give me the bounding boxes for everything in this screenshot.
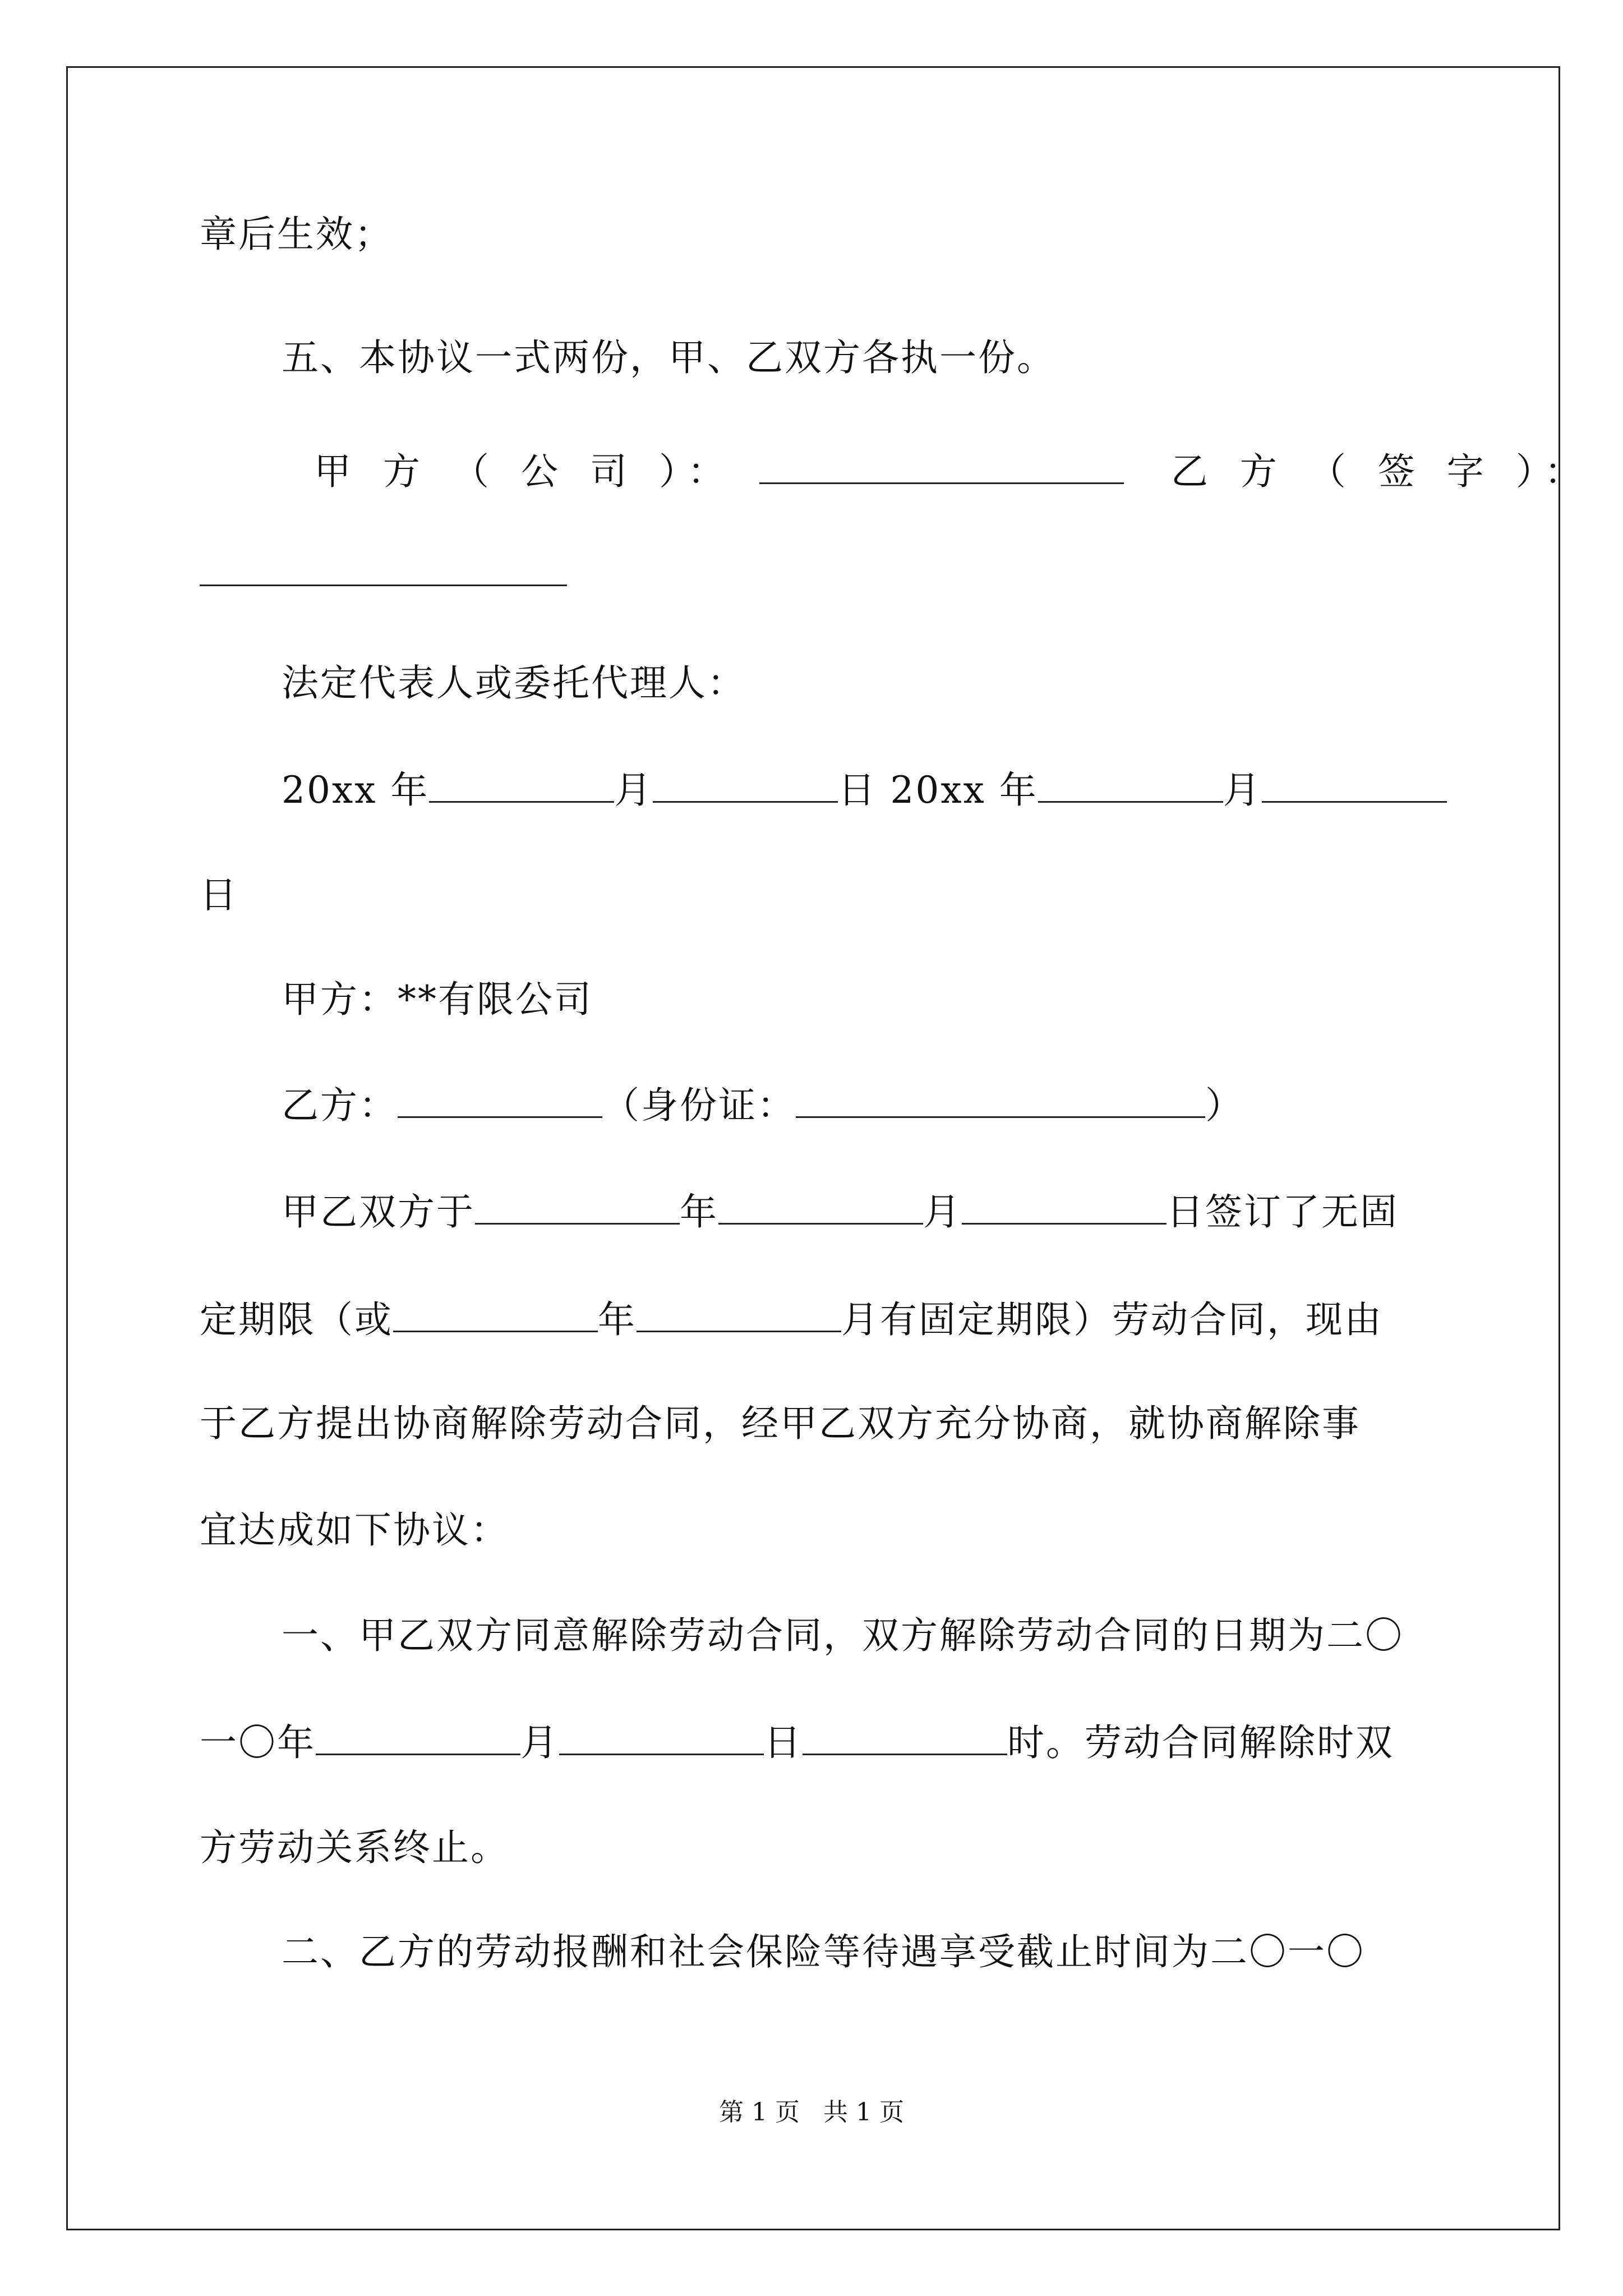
text: 方劳动关系终止。 (200, 1826, 509, 1869)
text: 日签订了无固 (1166, 1190, 1399, 1234)
text: 定期限（或 (200, 1298, 393, 1341)
page-footer (0, 2097, 1623, 2128)
blank-term-month (637, 1296, 841, 1332)
text: 一〇年 (200, 1721, 316, 1764)
blank-end-day (559, 1719, 764, 1755)
blank-day-b (1262, 766, 1447, 803)
text: 月 (614, 769, 653, 812)
text: 乙方： (282, 1084, 398, 1127)
text: 法定代表人或委托代理人： (282, 661, 746, 705)
representative-line (282, 661, 746, 706)
blank-term-year (393, 1296, 598, 1332)
body-line (200, 1401, 1361, 1446)
blank-party-a (759, 448, 1124, 484)
text-line (200, 873, 238, 918)
blank-sign-month (718, 1188, 923, 1225)
page-border (66, 66, 1560, 2230)
clause-five (282, 335, 1055, 380)
blank-party-b (200, 550, 567, 586)
text: 年 (598, 1298, 637, 1341)
blank-month-a (429, 766, 614, 803)
body-line (282, 1188, 1399, 1233)
text-line (200, 212, 393, 257)
label-party-b-signature: 乙 方 （ 签 字 ）： (1170, 450, 1592, 493)
text: 五、本协议一式两份，甲、乙双方各执一份。 (282, 336, 1055, 379)
blank-day-a (653, 766, 838, 803)
date-line (282, 766, 1447, 811)
text: ） (1205, 1084, 1244, 1127)
text: 宜达成如下协议： (200, 1508, 509, 1552)
text: 日 (200, 873, 238, 917)
blank-id-number (796, 1082, 1205, 1118)
text: 年 (680, 1190, 718, 1234)
text: 日 (764, 1721, 803, 1764)
blank-month-b (1038, 766, 1223, 803)
text: 甲方：**有限公司 (282, 978, 593, 1021)
label-party-a-company: 甲 方 （ 公 司 ）： (314, 450, 735, 493)
body-line (200, 1296, 1383, 1341)
clause-two (282, 1930, 1365, 1975)
page-total: 共 1 页 (823, 2098, 904, 2127)
text: 月有固定期限）劳动合同，现由 (841, 1298, 1383, 1341)
body-line (200, 1825, 509, 1870)
text: 月 (1223, 769, 1262, 812)
clause-one (282, 1613, 1404, 1658)
text: 日 20xx 年 (838, 769, 1038, 812)
text: 于乙方提出协商解除劳动合同，经甲乙双方充分协商，就协商解除事 (200, 1402, 1361, 1445)
text: 一、甲乙双方同意解除劳动合同，双方解除劳动合同的日期为二〇 (282, 1614, 1404, 1657)
party-a-line (282, 977, 593, 1022)
body-line (200, 1719, 1394, 1764)
party-b-line (282, 1082, 1244, 1126)
blank-end-hour (803, 1719, 1007, 1755)
text: 月 (520, 1721, 559, 1764)
body-line (200, 1508, 509, 1553)
text: （身份证： (602, 1084, 796, 1127)
blank-sign-day (962, 1188, 1166, 1225)
text: 月 (923, 1190, 962, 1234)
signature-line-party-a (314, 448, 1592, 493)
text: 时。劳动合同解除时双 (1007, 1721, 1394, 1764)
signature-blank-line (200, 550, 567, 595)
blank-party-b-name (398, 1082, 602, 1118)
page-number: 第 1 页 (719, 2098, 800, 2127)
blank-sign-year (475, 1188, 680, 1225)
text: 章后生效； (200, 213, 393, 256)
blank-end-month (316, 1719, 520, 1755)
text: 甲乙双方于 (282, 1190, 475, 1234)
text: 二、乙方的劳动报酬和社会保险等待遇享受截止时间为二〇一〇 (282, 1930, 1365, 1973)
text: 20xx 年 (282, 769, 430, 812)
